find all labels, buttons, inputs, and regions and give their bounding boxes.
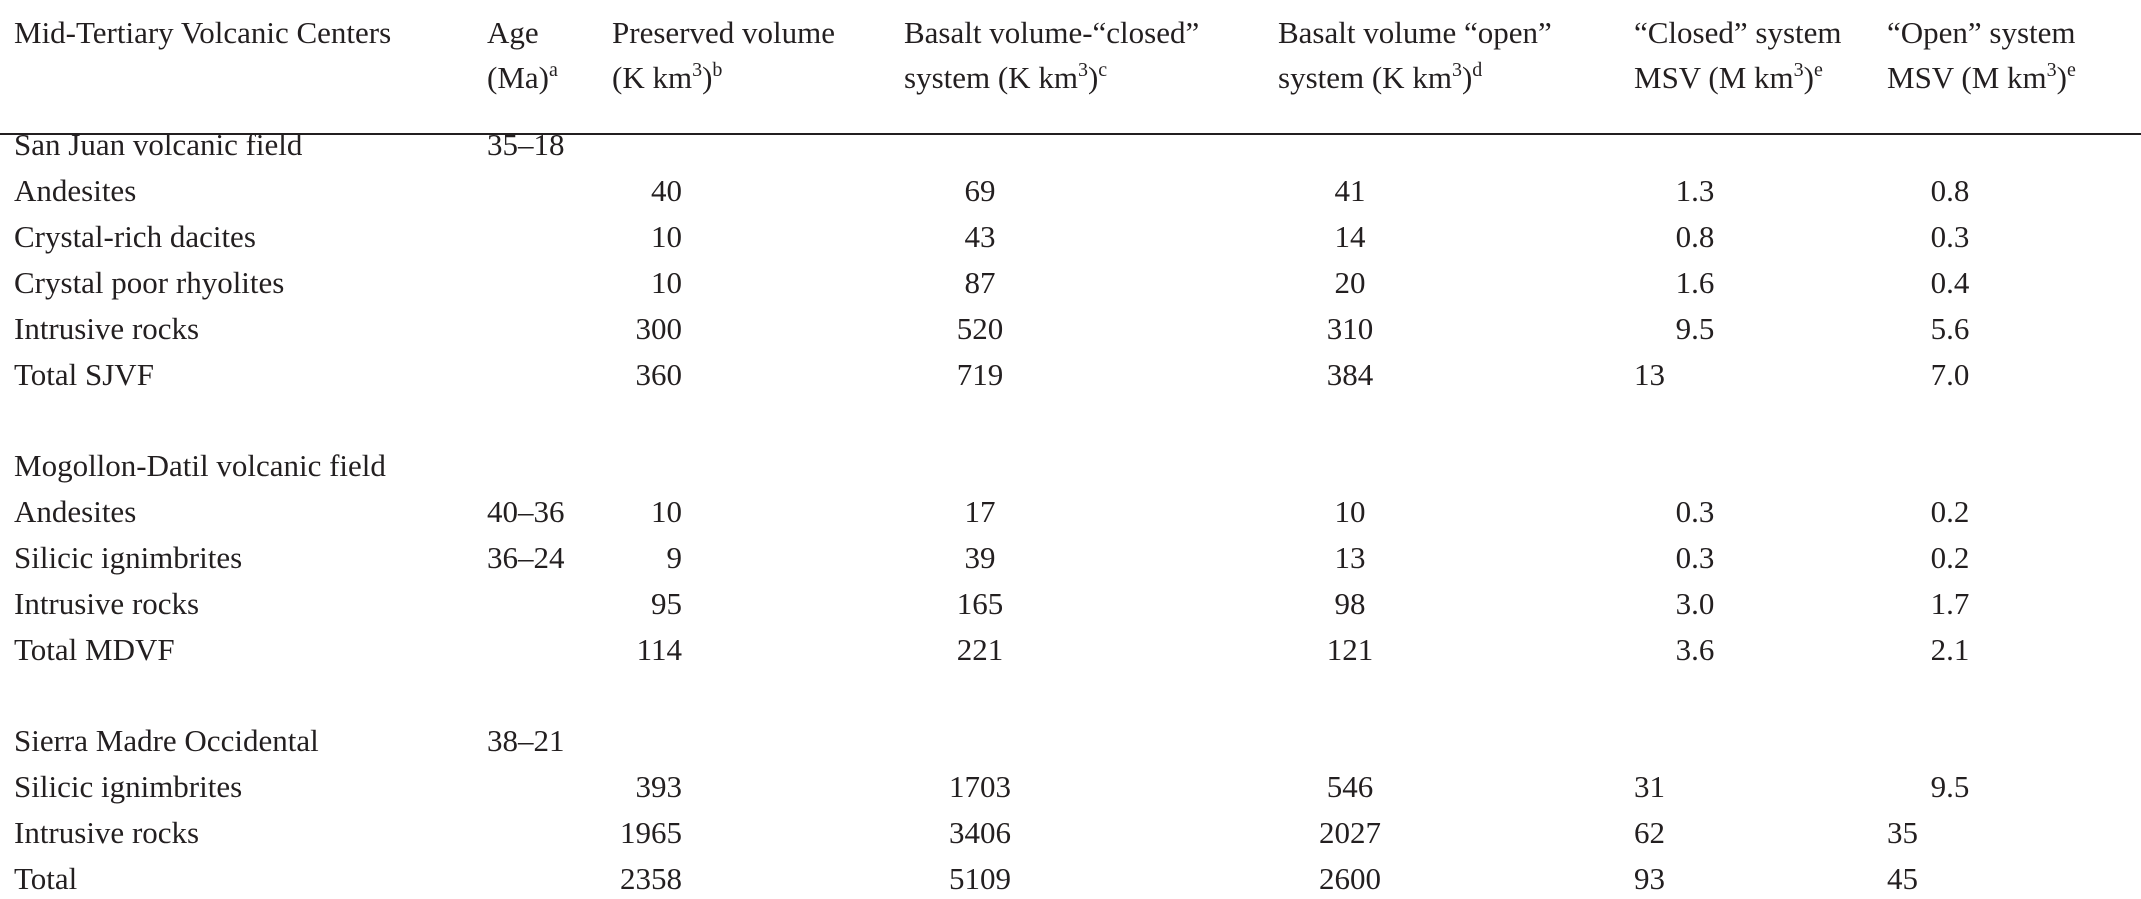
cell-closed-msv: 0.3 <box>1675 540 1715 575</box>
table-row <box>0 125 2141 165</box>
table-row <box>0 721 2141 761</box>
cell-basalt-open: 10 <box>1334 494 1366 529</box>
cell-basalt-closed: 3406 <box>949 815 1011 850</box>
cell-unit: Silicic ignimbrites <box>14 769 243 804</box>
cell-unit: Total SJVF <box>14 357 154 392</box>
cell-closed-msv: 31 <box>1634 769 1665 804</box>
cell-unit: Crystal-rich dacites <box>14 219 256 254</box>
cell-unit: Sierra Madre Occidental <box>14 723 319 758</box>
cell-basalt-open: 41 <box>1334 173 1366 208</box>
cell-preserved-volume: 10 <box>651 494 682 529</box>
cell-open-msv: 0.4 <box>1930 265 1970 300</box>
cell-closed-msv: 93 <box>1634 861 1665 896</box>
cell-closed-msv: 0.3 <box>1675 494 1715 529</box>
cell-basalt-open: 98 <box>1334 586 1366 621</box>
cell-basalt-open: 14 <box>1334 219 1366 254</box>
cell-basalt-open: 384 <box>1326 357 1374 392</box>
cell-unit: Total MDVF <box>14 632 175 667</box>
cell-basalt-closed: 719 <box>956 357 1004 392</box>
header-basalt-open: Basalt volume “open” <box>1278 15 1552 50</box>
cell-unit: Mogollon-Datil volcanic field <box>14 448 386 483</box>
cell-unit: Total <box>14 861 78 896</box>
cell-closed-msv: 9.5 <box>1675 311 1715 346</box>
cell-basalt-closed: 165 <box>956 586 1004 621</box>
table-row <box>0 263 2141 303</box>
header-preserved-volume: Preserved volume <box>612 15 835 50</box>
cell-unit: Silicic ignimbrites <box>14 540 243 575</box>
cell-unit: Andesites <box>14 173 137 208</box>
table-row <box>0 446 2141 486</box>
cell-preserved-volume: 1965 <box>620 815 682 850</box>
footnote-marker: b <box>712 59 723 81</box>
cell-open-msv: 0.2 <box>1930 494 1970 529</box>
cell-open-msv: 35 <box>1887 815 1918 850</box>
cell-age: 40–36 <box>487 494 565 529</box>
footnote-marker: e <box>2066 59 2076 81</box>
cell-unit: San Juan volcanic field <box>14 127 303 162</box>
cell-preserved-volume: 10 <box>651 219 682 254</box>
cell-basalt-closed: 87 <box>964 265 996 300</box>
header-basalt-open-unit: system (K $km^3)^d$ <box>1278 59 1483 95</box>
cell-open-msv: 2.1 <box>1930 632 1970 667</box>
cell-basalt-open: 20 <box>1334 265 1366 300</box>
footnote-marker: a <box>548 59 558 81</box>
table-row <box>0 171 2141 211</box>
header-closed-msv: “Closed” system <box>1634 15 1842 50</box>
cell-basalt-closed: 17 <box>964 494 996 529</box>
cell-preserved-volume: 2358 <box>620 861 682 896</box>
cell-basalt-open: 121 <box>1326 632 1374 667</box>
table-row <box>0 492 2141 532</box>
header-basalt-closed-unit: system (K $km^3)^c$ <box>904 59 1108 95</box>
cell-preserved-volume: 114 <box>636 632 682 667</box>
header-row-1 <box>0 15 2141 55</box>
cell-open-msv: 1.7 <box>1930 586 1970 621</box>
cell-basalt-closed: 520 <box>956 311 1004 346</box>
cell-basalt-closed: 69 <box>964 173 996 208</box>
cell-basalt-open: 2027 <box>1319 815 1381 850</box>
cell-open-msv: 0.3 <box>1930 219 1970 254</box>
cell-closed-msv: 0.8 <box>1675 219 1715 254</box>
cell-preserved-volume: 10 <box>651 265 682 300</box>
cell-basalt-closed: 1703 <box>949 769 1011 804</box>
cell-basalt-closed: 5109 <box>949 861 1011 896</box>
cell-unit: Andesites <box>14 494 137 529</box>
cell-age: 36–24 <box>487 540 565 575</box>
header-row-2 <box>0 60 2141 100</box>
cell-open-msv: 9.5 <box>1930 769 1970 804</box>
cell-open-msv: 45 <box>1887 861 1918 896</box>
cell-closed-msv: 13 <box>1634 357 1665 392</box>
cell-age: 38–21 <box>487 723 565 758</box>
table-row <box>0 309 2141 349</box>
header-basalt-closed: Basalt volume-“closed” <box>904 15 1200 50</box>
footnote-marker: c <box>1098 59 1108 81</box>
cell-preserved-volume: 40 <box>651 173 682 208</box>
cell-open-msv: 7.0 <box>1930 357 1970 392</box>
cell-basalt-open: 310 <box>1326 311 1374 346</box>
cell-unit: Intrusive rocks <box>14 311 200 346</box>
cell-basalt-open: 2600 <box>1319 861 1381 896</box>
cell-unit: Crystal poor rhyolites <box>14 265 285 300</box>
cell-open-msv: 5.6 <box>1930 311 1970 346</box>
table-row <box>0 813 2141 853</box>
cell-closed-msv: 3.0 <box>1675 586 1715 621</box>
table-row <box>0 217 2141 257</box>
cell-basalt-open: 13 <box>1334 540 1366 575</box>
header-preserved-volume-unit: (K $km^3)^b$ <box>612 59 723 95</box>
header-open-msv: “Open” system <box>1887 15 2076 50</box>
cell-preserved-volume: 300 <box>635 311 682 346</box>
cell-open-msv: 0.2 <box>1930 540 1970 575</box>
cell-closed-msv: 1.3 <box>1675 173 1715 208</box>
table-row <box>0 538 2141 578</box>
header-closed-msv-unit: MSV (M $km^3)^e$ <box>1634 59 1823 95</box>
cell-unit: Intrusive rocks <box>14 815 200 850</box>
header-age-unit: $(Ma)^a$ <box>487 59 558 95</box>
cell-preserved-volume: 360 <box>635 357 682 392</box>
header-volcanic-centers: Mid-Tertiary Volcanic Centers <box>14 15 392 50</box>
cell-closed-msv: 1.6 <box>1675 265 1715 300</box>
table-row <box>0 630 2141 670</box>
table-row <box>0 584 2141 624</box>
cell-basalt-closed: 39 <box>964 540 996 575</box>
table-row <box>0 859 2141 899</box>
header-open-msv-unit: MSV (M $km^3)^e$ <box>1887 59 2076 95</box>
footnote-marker: e <box>1813 59 1823 81</box>
cell-preserved-volume: 9 <box>666 540 682 575</box>
cell-basalt-closed: 43 <box>964 219 996 254</box>
header-age: Age <box>487 15 539 50</box>
table-row <box>0 767 2141 807</box>
cell-basalt-open: 546 <box>1326 769 1374 804</box>
cell-basalt-closed: 221 <box>956 632 1004 667</box>
footnote-marker: d <box>1472 59 1483 81</box>
cell-age: 35–18 <box>487 127 565 162</box>
cell-preserved-volume: 393 <box>635 769 682 804</box>
cell-unit: Intrusive rocks <box>14 586 200 621</box>
table-row <box>0 355 2141 395</box>
cell-closed-msv: 62 <box>1634 815 1665 850</box>
cell-open-msv: 0.8 <box>1930 173 1970 208</box>
cell-preserved-volume: 95 <box>651 586 682 621</box>
cell-closed-msv: 3.6 <box>1675 632 1715 667</box>
